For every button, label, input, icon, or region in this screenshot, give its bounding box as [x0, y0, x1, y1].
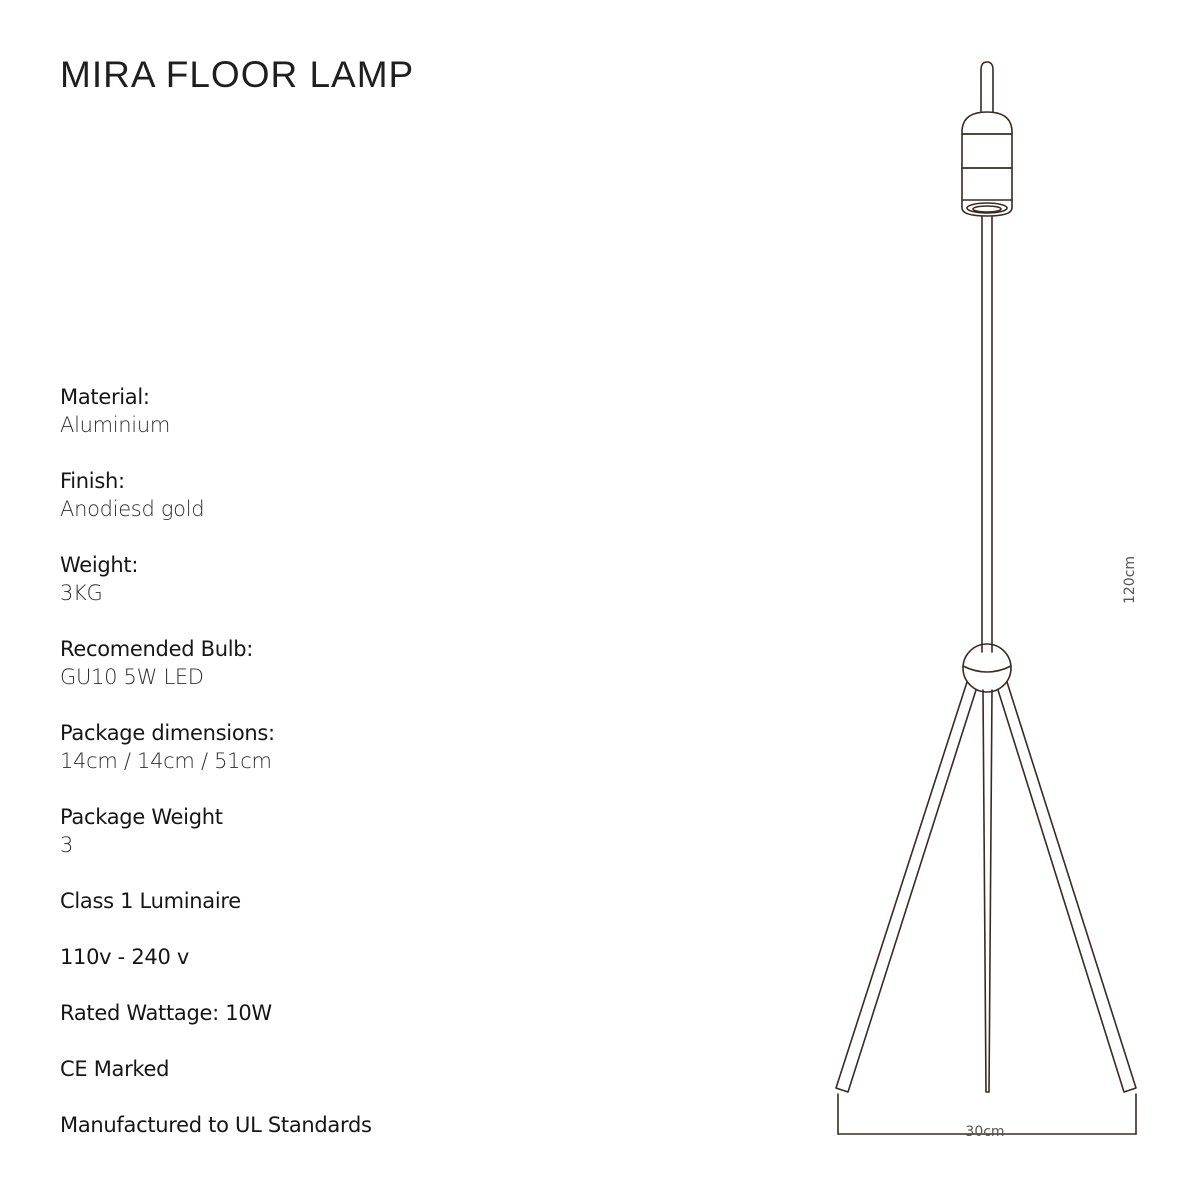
note-ce — [60, 1055, 580, 1111]
height-dimension-label: 120cm — [1122, 555, 1138, 605]
lamp-head — [962, 112, 1012, 216]
lamp-technical-drawing — [820, 50, 1160, 1150]
spec-label: Finish: — [60, 469, 125, 493]
main-pole — [982, 216, 992, 652]
spec-label: Package Weight — [60, 805, 223, 829]
spec-label: Material: — [60, 385, 150, 409]
spec-bulb — [60, 635, 580, 719]
finial-rod — [981, 62, 993, 112]
spec-label: Weight: — [60, 553, 139, 577]
note-ul — [60, 1111, 580, 1167]
note-text: CE Marked — [60, 1057, 170, 1081]
spec-label: Package dimensions: — [60, 721, 275, 745]
spec-package-dimensions — [60, 719, 580, 803]
spec-value: 3KG — [60, 581, 103, 605]
spec-value: Anodiesd gold — [60, 497, 205, 521]
spec-material — [60, 383, 580, 467]
spec-value: 14cm / 14cm / 51cm — [60, 749, 272, 773]
note-voltage — [60, 943, 580, 999]
spec-value: Aluminium — [60, 413, 171, 437]
note-text: Rated Wattage: 10W — [60, 1001, 272, 1025]
tripod-legs — [836, 682, 1136, 1092]
width-dimension-label: 30cm — [965, 1124, 1005, 1140]
note-wattage — [60, 999, 580, 1055]
note-text: Manufactured to UL Standards — [60, 1113, 372, 1137]
spec-list — [60, 383, 580, 1167]
spec-label: Recomended Bulb: — [60, 637, 254, 661]
spec-package-weight — [60, 803, 580, 887]
product-title: MIRA FLOOR LAMP — [60, 54, 415, 95]
note-class — [60, 887, 580, 943]
ball-joint — [963, 644, 1011, 692]
spec-value: GU10 5W LED — [60, 665, 204, 689]
note-text: Class 1 Luminaire — [60, 889, 241, 913]
spec-finish — [60, 467, 580, 551]
note-text: 110v - 240 v — [60, 945, 190, 969]
spec-value: 3 — [60, 833, 74, 857]
spec-weight — [60, 551, 580, 635]
